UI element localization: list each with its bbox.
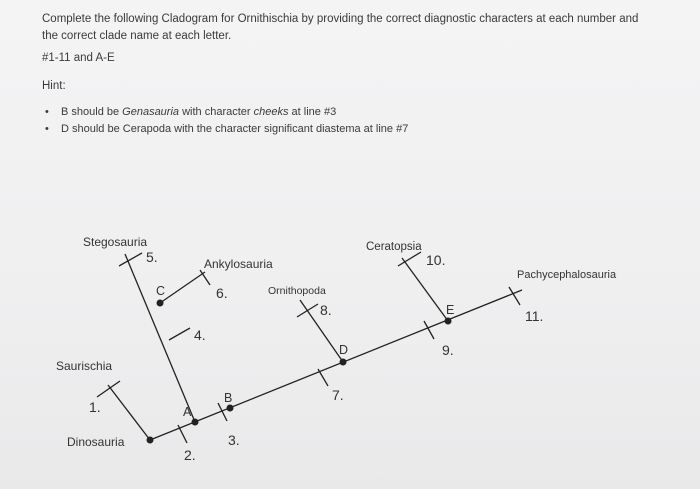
character-ticks [97, 252, 520, 443]
cladogram-lines [108, 254, 522, 440]
tick-11 [509, 287, 520, 305]
hint-item-b: • B should be Genasauria with character cheeks at line #3 [45, 104, 408, 121]
node-dinosauria [147, 437, 154, 444]
taxon-stegosauria: Stegosauria [83, 235, 148, 249]
taxon-pachycephalosauria: Pachycephalosauria [517, 269, 617, 281]
node-d [340, 359, 347, 366]
saurischia-branch-line [108, 385, 150, 440]
bullet-icon: • [45, 123, 49, 135]
character-number-11: 11. [525, 308, 544, 324]
taxon-ornithopoda: Ornithopoda [268, 285, 326, 297]
node-e [445, 318, 452, 325]
character-number-10: 10. [426, 252, 446, 268]
taxon-ankylosauria: Ankylosauria [204, 257, 273, 271]
node-dots [147, 300, 455, 444]
bullet-icon: • [45, 106, 49, 118]
cheeks-term: cheeks [253, 106, 289, 118]
node-b [227, 405, 234, 412]
ankylosauria-branch-line [160, 272, 205, 303]
character-number-3: 3. [228, 432, 240, 448]
taxon-dinosauria: Dinosauria [67, 435, 125, 449]
clade-letter-b: B [224, 391, 233, 405]
tick-9 [424, 321, 434, 339]
genasauria-term: Genasauria [122, 106, 180, 118]
clade-letter-d: D [339, 343, 349, 357]
clade-letter-a: A [183, 405, 192, 419]
character-number-5: 5. [146, 249, 158, 265]
tick-4 [169, 328, 190, 340]
thyreophora-branch-line [125, 254, 195, 422]
hint-label: Hint: [42, 80, 66, 92]
tick-10 [398, 252, 421, 266]
character-number-7: 7. [332, 387, 344, 403]
character-number-8: 8. [320, 302, 332, 318]
node-a [192, 419, 199, 426]
taxon-ceratopsia: Ceratopsia [366, 241, 422, 253]
taxon-saurischia: Saurischia [56, 359, 113, 373]
tick-5 [119, 253, 142, 266]
main-stem-line [150, 290, 522, 440]
hint-item-d: • D should be Cerapoda with the character significant diastema at line #7 [45, 121, 408, 138]
character-number-9: 9. [442, 342, 454, 358]
character-number-6: 6. [216, 285, 228, 301]
tick-2 [178, 425, 187, 443]
character-number-2: 2. [184, 447, 196, 463]
tick-7 [318, 369, 328, 386]
answer-range: #1-11 and A-E [42, 52, 115, 64]
tick-8 [297, 304, 318, 317]
node-c [157, 300, 164, 307]
character-number-4: 4. [194, 327, 206, 343]
tick-1 [97, 381, 120, 397]
clade-letter-e: E [446, 303, 455, 317]
character-number-1: 1. [89, 399, 101, 415]
clade-letter-c: C [156, 284, 166, 298]
instructions-text: Complete the following Cladogram for Ornithischia by providing the correct diagnostic characters at each number and the correct clade name at each letter. [42, 13, 639, 42]
